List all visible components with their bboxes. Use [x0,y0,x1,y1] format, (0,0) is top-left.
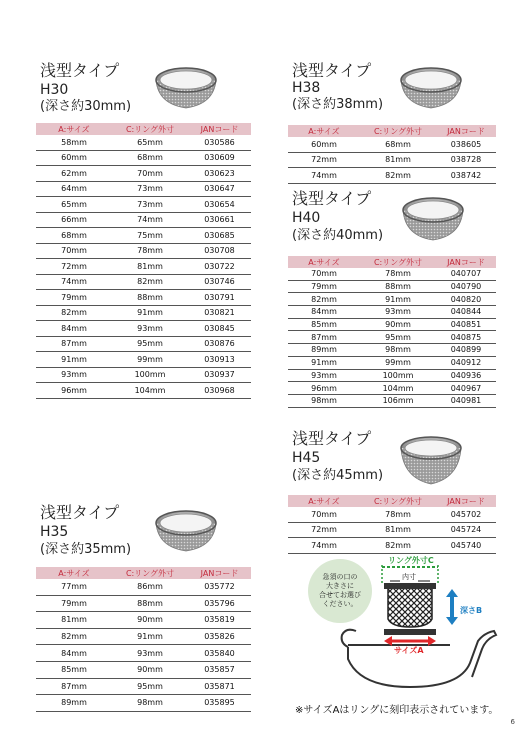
table-row [288,168,496,184]
ring-cell: 82mm [112,274,188,290]
advice-bubble [308,559,372,623]
size-cell: 79mm [288,280,360,293]
jan-cell: 040820 [436,293,496,306]
table-row [288,522,496,538]
jan-cell: 030968 [188,383,251,399]
bubble-line: ください。 [322,600,358,608]
ring-cell: 86mm [112,579,188,595]
jan-cell: 035840 [188,645,251,662]
table-row [36,197,251,213]
jan-cell: 045702 [436,507,496,522]
size-cell: 87mm [36,336,112,352]
section-title: 浅型タイプ [292,61,372,80]
jan-cell: 030708 [188,243,251,259]
jan-cell: 040899 [436,344,496,357]
jan-cell: 040981 [436,394,496,407]
strainer-image [395,432,467,488]
jan-cell: 040875 [436,331,496,344]
jan-cell: 035772 [188,579,251,595]
size-cell: 60mm [288,137,360,152]
table-row [36,367,251,383]
table-row [36,150,251,166]
size-cell: 96mm [36,383,112,399]
table-row [36,628,251,645]
section-title: 浅型タイプ [292,189,372,208]
ring-cell: 78mm [360,507,436,522]
table-row [288,507,496,522]
section-code: H45 [292,450,321,466]
strainer-image [150,62,222,114]
header-jan: JANコード [436,256,496,268]
ring-cell: 70mm [112,166,188,182]
ring-cell: 95mm [112,678,188,695]
table-row [36,181,251,197]
ring-cell: 74mm [112,212,188,228]
size-cell: 84mm [36,321,112,337]
jan-cell: 040912 [436,356,496,369]
section-depth: (深さ約35mm) [40,542,132,557]
size-cell: 62mm [36,166,112,182]
ring-base [384,629,436,635]
table-row [36,228,251,244]
ring-cell: 91mm [360,293,436,306]
size-cell: 70mm [288,268,360,280]
ring-cell: 75mm [112,228,188,244]
spec-table [288,495,496,554]
ring-cell: 78mm [112,243,188,259]
table-row [288,318,496,331]
size-cell: 82mm [36,305,112,321]
header-ring: C:リング外寸 [112,123,188,135]
table-row [36,383,251,399]
ring-cell: 100mm [360,369,436,382]
size-cell: 77mm [36,579,112,595]
jan-cell: 040936 [436,369,496,382]
spec-table [36,567,251,712]
size-cell: 84mm [288,306,360,319]
jan-cell: 030722 [188,259,251,275]
size-cell: 70mm [288,507,360,522]
table-row [288,293,496,306]
table-row [288,538,496,554]
section-code: H40 [292,210,321,226]
bubble-line: 急須の口の [322,573,358,581]
ring-cell: 104mm [112,383,188,399]
table-row [36,290,251,306]
size-cell: 64mm [36,181,112,197]
ring-cell: 90mm [112,661,188,678]
size-cell: 98mm [288,394,360,407]
jan-cell: 040851 [436,318,496,331]
ring-cell: 100mm [112,367,188,383]
ring-cell: 95mm [360,331,436,344]
ring-cell: 106mm [360,394,436,407]
section-code: H30 [40,82,69,98]
size-cell: 87mm [36,678,112,695]
jan-cell: 030685 [188,228,251,244]
jan-cell: 030746 [188,274,251,290]
size-cell: 87mm [288,331,360,344]
size-cell: 60mm [36,150,112,166]
table-row [36,135,251,150]
jan-cell: 030586 [188,135,251,150]
ring-cell: 99mm [112,352,188,368]
depth-b-label: 深さB [460,606,483,615]
size-cell: 58mm [36,135,112,150]
bubble-line: 合せてお選び [319,591,361,599]
bubble-line: 大きさに [326,582,354,590]
header-ring: C:リング外寸 [360,125,436,137]
header-size: A:サイズ [36,567,112,579]
size-cell: 91mm [288,356,360,369]
jan-cell: 035819 [188,612,251,629]
ring-cell: 81mm [360,152,436,168]
jan-cell: 040967 [436,382,496,395]
ring-cell: 73mm [112,197,188,213]
size-cell: 66mm [36,212,112,228]
table-row [36,695,251,712]
ring-cell: 88mm [112,595,188,612]
jan-cell: 040707 [436,268,496,280]
table-row [36,579,251,595]
jan-cell: 035895 [188,695,251,712]
ring-cell: 99mm [360,356,436,369]
header-size: A:サイズ [288,125,360,137]
ring-cell: 78mm [360,268,436,280]
header-size: A:サイズ [288,495,360,507]
table-row [36,321,251,337]
jan-cell: 030647 [188,181,251,197]
jan-cell: 030913 [188,352,251,368]
jan-cell: 038742 [436,168,496,184]
jan-cell: 038728 [436,152,496,168]
size-cell: 89mm [36,695,112,712]
strainer-image [397,192,469,244]
size-cell: 72mm [288,522,360,538]
section-title: 浅型タイプ [40,503,120,522]
size-cell: 82mm [288,293,360,306]
inner-label: 内寸 [402,573,416,581]
ring-cell: 98mm [112,695,188,712]
header-jan: JANコード [436,125,496,137]
ring-cell: 73mm [112,181,188,197]
jan-cell: 035871 [188,678,251,695]
table-row [288,394,496,407]
section-depth: (深さ約40mm) [292,228,384,243]
table-row [36,336,251,352]
jan-cell: 030661 [188,212,251,228]
size-cell: 81mm [36,612,112,629]
size-cell: 65mm [36,197,112,213]
section-code: H35 [40,524,69,540]
size-cell: 96mm [288,382,360,395]
size-cell: 70mm [36,243,112,259]
table-row [288,137,496,152]
header-jan: JANコード [188,567,251,579]
ring-cell: 91mm [112,628,188,645]
jan-cell: 030623 [188,166,251,182]
ring-cell: 104mm [360,382,436,395]
table-row [36,243,251,259]
header-ring: C:リング外寸 [360,256,436,268]
header-jan: JANコード [436,495,496,507]
size-cell: 82mm [36,628,112,645]
ring-cell: 65mm [112,135,188,150]
jan-cell: 038605 [436,137,496,152]
jan-cell: 030821 [188,305,251,321]
size-cell: 74mm [288,538,360,554]
size-cell: 91mm [36,352,112,368]
ring-cell: 81mm [112,259,188,275]
ring-cell: 68mm [360,137,436,152]
ring-cell: 93mm [360,306,436,319]
section-title: 浅型タイプ [292,429,372,448]
section-depth: (深さ約30mm) [40,99,132,114]
header-ring: C:リング外寸 [360,495,436,507]
ring-cell: 98mm [360,344,436,357]
teapot-diagram [300,555,500,695]
header-size: A:サイズ [36,123,112,135]
ring-c-label: リング外寸C [388,556,434,565]
ring-cell: 88mm [112,290,188,306]
size-cell: 85mm [36,661,112,678]
table-row [36,305,251,321]
size-cell: 68mm [36,228,112,244]
jan-cell: 030937 [188,367,251,383]
footnote: ※サイズAはリングに刻印表示されています。 [295,705,499,716]
size-cell: 89mm [288,344,360,357]
header-jan: JANコード [188,123,251,135]
ring-cell: 82mm [360,538,436,554]
size-cell: 74mm [288,168,360,184]
table-row [36,259,251,275]
ring-cell: 91mm [112,305,188,321]
table-row [288,331,496,344]
jan-cell: 030654 [188,197,251,213]
jan-cell: 045740 [436,538,496,554]
ring-cell: 90mm [112,612,188,629]
jan-cell: 030845 [188,321,251,337]
jan-cell: 030791 [188,290,251,306]
table-row [36,661,251,678]
jan-cell: 040790 [436,280,496,293]
jan-cell: 045724 [436,522,496,538]
size-cell: 72mm [36,259,112,275]
ring-cell: 90mm [360,318,436,331]
ring-cell: 88mm [360,280,436,293]
strainer-image [395,62,467,114]
table-row [288,280,496,293]
size-cell: 79mm [36,595,112,612]
table-row [36,678,251,695]
table-row [36,166,251,182]
table-row [288,306,496,319]
page-number: 6 [510,718,515,726]
jan-cell: 035796 [188,595,251,612]
spec-table [36,123,251,399]
ring-cell: 93mm [112,645,188,662]
header-ring: C:リング外寸 [112,567,188,579]
jan-cell: 035826 [188,628,251,645]
section-code: H38 [292,80,321,96]
jan-cell: 030609 [188,150,251,166]
table-row [36,212,251,228]
size-cell: 74mm [36,274,112,290]
size-cell: 84mm [36,645,112,662]
section-depth: (深さ約38mm) [292,97,384,112]
table-row [288,369,496,382]
table-row [36,645,251,662]
size-cell: 93mm [36,367,112,383]
table-row [36,595,251,612]
ring-cell: 68mm [112,150,188,166]
table-row [288,344,496,357]
section-title: 浅型タイプ [40,61,120,80]
section-depth: (深さ約45mm) [292,468,384,483]
ring-cell: 93mm [112,321,188,337]
header-size: A:サイズ [288,256,360,268]
jan-cell: 035857 [188,661,251,678]
table-row [288,268,496,280]
jan-cell: 040844 [436,306,496,319]
jan-cell: 030876 [188,336,251,352]
spec-table [288,256,496,408]
size-cell: 93mm [288,369,360,382]
table-row [36,352,251,368]
table-row [288,152,496,168]
ring-cell: 82mm [360,168,436,184]
ring-cell: 81mm [360,522,436,538]
table-row [36,612,251,629]
size-a-label: サイズA [394,646,424,655]
table-row [36,274,251,290]
strainer-image [150,505,222,557]
ring-cell: 95mm [112,336,188,352]
spec-table [288,125,496,184]
table-row [288,382,496,395]
table-row [288,356,496,369]
size-cell: 72mm [288,152,360,168]
size-cell: 79mm [36,290,112,306]
size-cell: 85mm [288,318,360,331]
